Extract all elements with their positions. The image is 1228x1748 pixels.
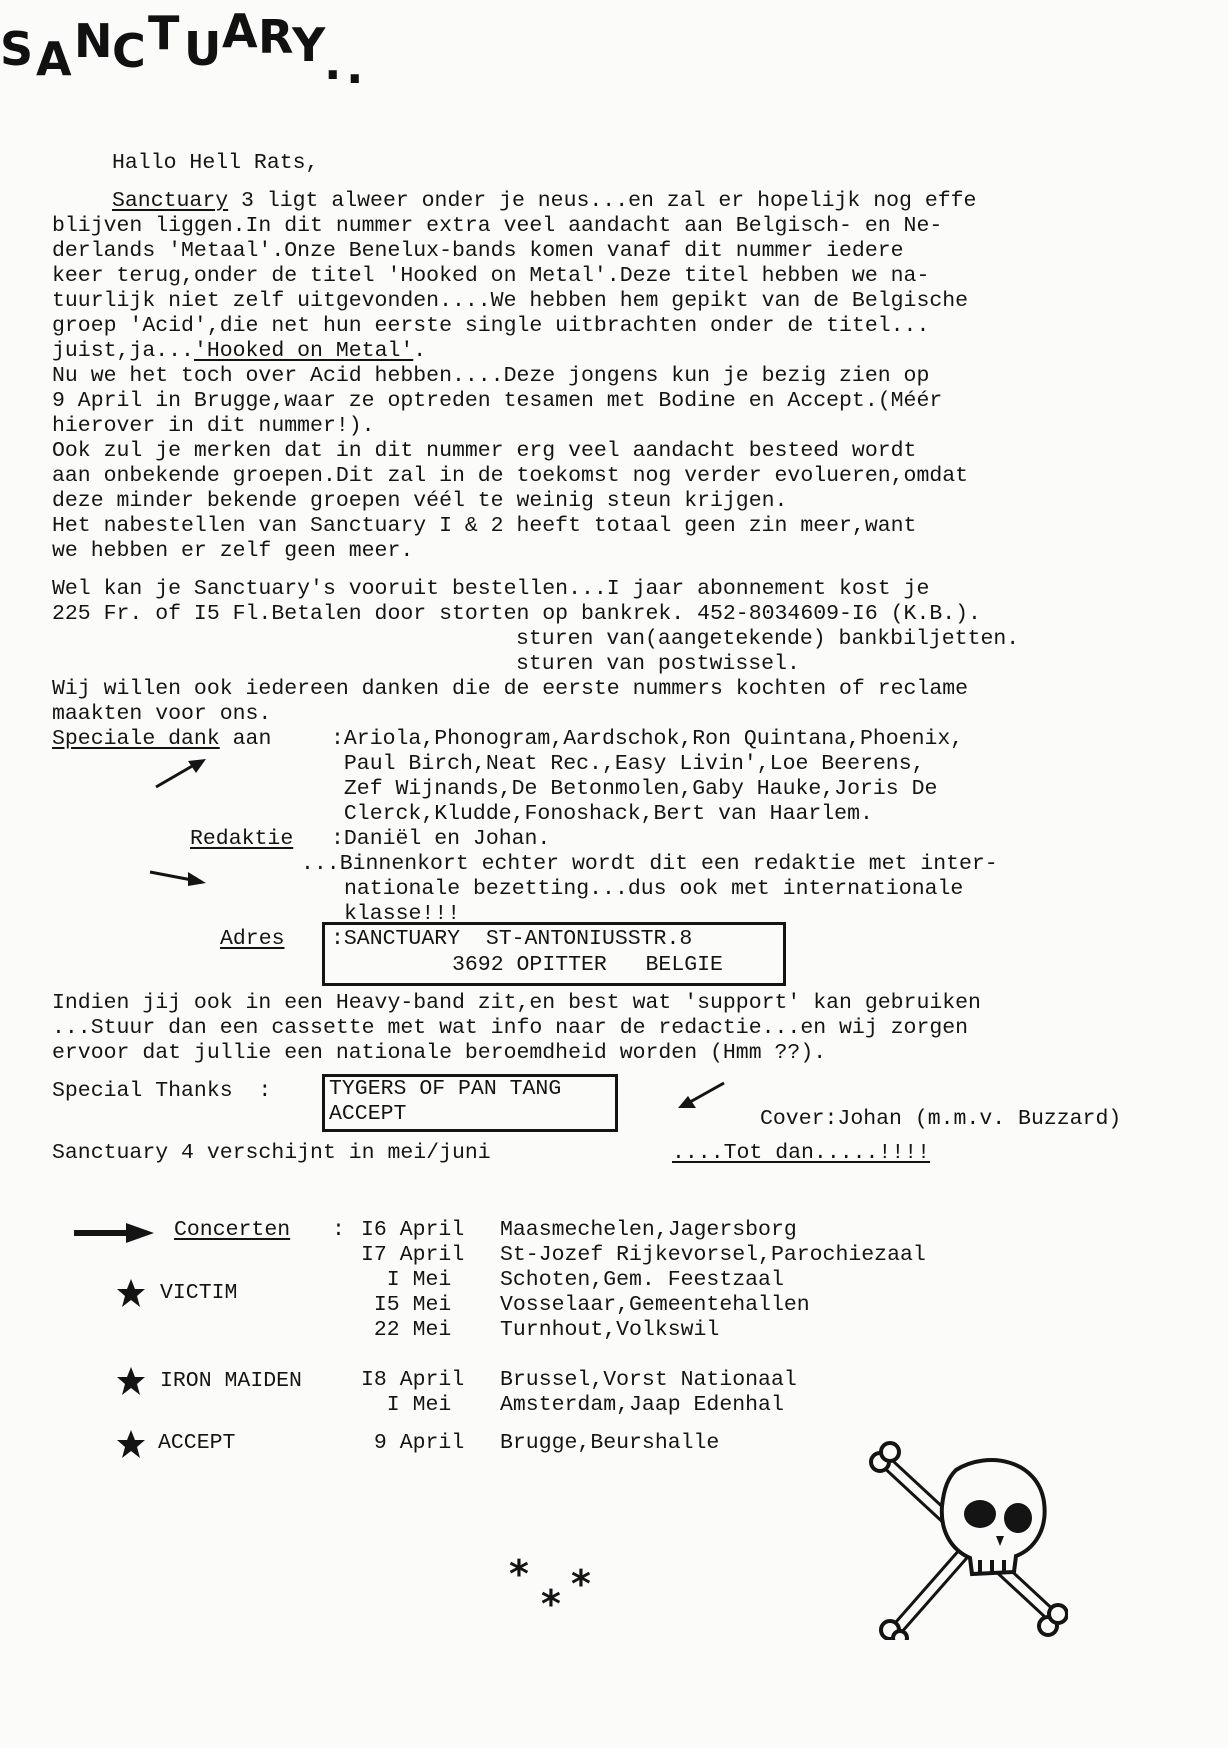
title-letter: S bbox=[0, 22, 34, 76]
special-thanks-line: Zef Wijnands,De Betonmolen,Gaby Hauke,Joris De bbox=[331, 777, 938, 801]
concert-date: I Mei bbox=[361, 1268, 452, 1292]
asterisk-icon bbox=[505, 1545, 605, 1625]
title-letter: U bbox=[184, 22, 222, 76]
next-issue: Sanctuary 4 verschijnt in mei/juni bbox=[52, 1141, 491, 1165]
concert-place: Vosselaar,Gemeentehallen bbox=[500, 1293, 810, 1317]
intro-line: hierover in dit nummer!). bbox=[52, 414, 375, 438]
title-letter: . bbox=[346, 40, 364, 94]
concert-date: I8 April bbox=[361, 1368, 465, 1392]
redaktie-value: :Daniël en Johan. bbox=[331, 827, 551, 851]
heavy-line: ...Stuur dan een cassette met wat info naar de redactie...en wij zorgen bbox=[52, 1016, 969, 1040]
order-line: 225 Fr. of I5 Fl.Betalen door storten op bankrek. 452-8034609-I6 (K.B.). bbox=[52, 602, 981, 626]
special-thanks-line: :Ariola,Phonogram,Aardschok,Ron Quintana,Phoenix, bbox=[331, 727, 964, 751]
intro-line: 9 April in Brugge,waar ze optreden tesamen met Bodine en Accept.(Méér bbox=[52, 389, 943, 413]
aan-text: aan bbox=[219, 727, 272, 751]
greeting: Hallo Hell Rats, bbox=[112, 151, 319, 175]
arrow-icon bbox=[148, 866, 208, 888]
arrow-icon bbox=[74, 1222, 156, 1244]
special-thanks-line: Paul Birch,Neat Rec.,Easy Livin',Loe Beerens, bbox=[331, 752, 925, 776]
band-name: IRON MAIDEN bbox=[160, 1369, 302, 1393]
title-letter: . bbox=[324, 36, 342, 90]
concert-place: St-Jozef Rijkevorsel,Parochiezaal bbox=[500, 1243, 926, 1267]
concert-place: Amsterdam,Jaap Edenhal bbox=[500, 1393, 784, 1417]
intro-line bbox=[112, 189, 976, 214]
concert-place: Schoten,Gem. Feestzaal bbox=[500, 1268, 784, 1292]
masthead-title bbox=[0, 0, 364, 94]
intro-line: derlands 'Metaal'.Onze Benelux-bands komen vanaf dit nummer iedere bbox=[52, 239, 904, 263]
concert-date: I Mei bbox=[361, 1393, 452, 1417]
concert-place: Maasmechelen,Jagersborg bbox=[500, 1218, 797, 1242]
band-name: VICTIM bbox=[160, 1281, 238, 1305]
concert-date: I5 Mei bbox=[361, 1293, 452, 1317]
star-icon bbox=[116, 1366, 146, 1396]
star-icon bbox=[116, 1278, 146, 1308]
intro-text: 3 ligt alweer onder je neus...en zal er hopelijk nog effe bbox=[228, 189, 977, 213]
heavy-line: Indien jij ook in een Heavy-band zit,en best wat 'support' kan gebruiken bbox=[52, 991, 981, 1015]
heavy-line: ervoor dat jullie een nationale beroemdheid worden (Hmm ??). bbox=[52, 1041, 827, 1065]
special-thanks-label bbox=[52, 727, 271, 752]
redaktie-note: nationale bezetting...dus ook met internationale bbox=[344, 877, 964, 901]
svg-text:*: * bbox=[571, 1562, 591, 1606]
concert-place: Brugge,Beurshalle bbox=[500, 1431, 720, 1455]
title-letter: Y bbox=[292, 18, 326, 72]
special-thanks-band: ACCEPT bbox=[329, 1102, 407, 1126]
concert-place: Brussel,Vorst Nationaal bbox=[500, 1368, 797, 1392]
redaktie-note: ...Binnenkort echter wordt dit een redaktie met inter- bbox=[301, 852, 998, 876]
concert-date: 9 April bbox=[361, 1431, 465, 1455]
title-letter: A bbox=[222, 4, 258, 58]
thanks-line: maakten voor ons. bbox=[52, 702, 272, 726]
concert-date: I6 April bbox=[361, 1218, 465, 1242]
intro-line: blijven liggen.In dit nummer extra veel aandacht aan Belgisch- en Ne- bbox=[52, 214, 943, 238]
special-thanks-line: Clerck,Kludde,Fonoshack,Bert van Haarlem. bbox=[331, 802, 873, 826]
band-name: ACCEPT bbox=[158, 1431, 236, 1455]
intro-line: tuurlijk niet zelf uitgevonden....We hebben hem gepikt van de Belgische bbox=[52, 289, 969, 313]
intro-text: . bbox=[413, 339, 427, 363]
intro-line: aan onbekende groepen.Dit zal in de toekomst nog verder evolueren,omdat bbox=[52, 464, 969, 488]
intro-line: keer terug,onder de titel 'Hooked on Metal'.Deze titel hebben we na- bbox=[52, 264, 930, 288]
intro-line: groep 'Acid',die net hun eerste single uitbrachten onder de titel... bbox=[52, 314, 930, 338]
cover-credit: Cover:Johan (m.m.v. Buzzard) bbox=[760, 1107, 1122, 1131]
order-line: Wel kan je Sanctuary's vooruit bestellen...I jaar abonnement kost je bbox=[52, 577, 930, 601]
concert-place: Turnhout,Volkswil bbox=[500, 1318, 720, 1342]
intro-line: we hebben er zelf geen meer. bbox=[52, 539, 414, 563]
star-icon bbox=[116, 1429, 146, 1459]
arrow-icon bbox=[152, 755, 212, 791]
intro-line: deze minder bekende groepen véél te weinig steun krijgen. bbox=[52, 489, 788, 513]
title-letter: R bbox=[258, 10, 294, 64]
intro-line: Ook zul je merken dat in dit nummer erg veel aandacht besteed wordt bbox=[52, 439, 917, 463]
title-letter: T bbox=[148, 6, 180, 60]
svg-text:*: * bbox=[541, 1582, 561, 1625]
concert-date: I7 April bbox=[361, 1243, 465, 1267]
title-letter: C bbox=[112, 24, 146, 78]
skull-crossbones-icon bbox=[868, 1440, 1068, 1640]
adres-label: Adres bbox=[220, 927, 285, 951]
tot-dan: ....Tot dan.....!!!! bbox=[672, 1141, 931, 1165]
address-line: 3692 OPITTER BELGIE bbox=[452, 953, 723, 977]
order-line: sturen van(aangetekende) bankbiljetten. bbox=[516, 627, 1020, 651]
concert-date: 22 Mei bbox=[361, 1318, 452, 1342]
sanctuary-underlined: Sanctuary bbox=[112, 189, 229, 213]
intro-line: Het nabestellen van Sanctuary I & 2 heeft totaal geen zin meer,want bbox=[52, 514, 917, 538]
concerts-label: Concerten bbox=[174, 1218, 291, 1242]
svg-text:*: * bbox=[509, 1552, 529, 1596]
special-thanks-english-label: Special Thanks : bbox=[52, 1079, 272, 1103]
thanks-line: Wij willen ook iedereen danken die de eerste nummers kochten of reclame bbox=[52, 677, 969, 701]
hooked-on-metal-underlined: 'Hooked on Metal' bbox=[193, 339, 414, 363]
title-letter: N bbox=[74, 14, 113, 68]
order-line: sturen van postwissel. bbox=[516, 652, 800, 676]
intro-line: Nu we het toch over Acid hebben....Deze jongens kun je bezig zien op bbox=[52, 364, 930, 388]
arrow-icon bbox=[676, 1080, 726, 1110]
concerts-colon: : bbox=[332, 1218, 345, 1242]
redaktie-label: Redaktie bbox=[190, 827, 294, 851]
title-letter: A bbox=[36, 32, 72, 86]
special-thanks-band: TYGERS OF PAN TANG bbox=[329, 1077, 562, 1101]
intro-text: juist,ja... bbox=[52, 339, 194, 363]
redaktie-note: klasse!!! bbox=[344, 902, 461, 926]
address-line: :SANCTUARY ST-ANTONIUSSTR.8 bbox=[331, 927, 693, 951]
speciale-dank-underlined: Speciale dank bbox=[52, 727, 220, 751]
intro-line bbox=[52, 339, 426, 364]
